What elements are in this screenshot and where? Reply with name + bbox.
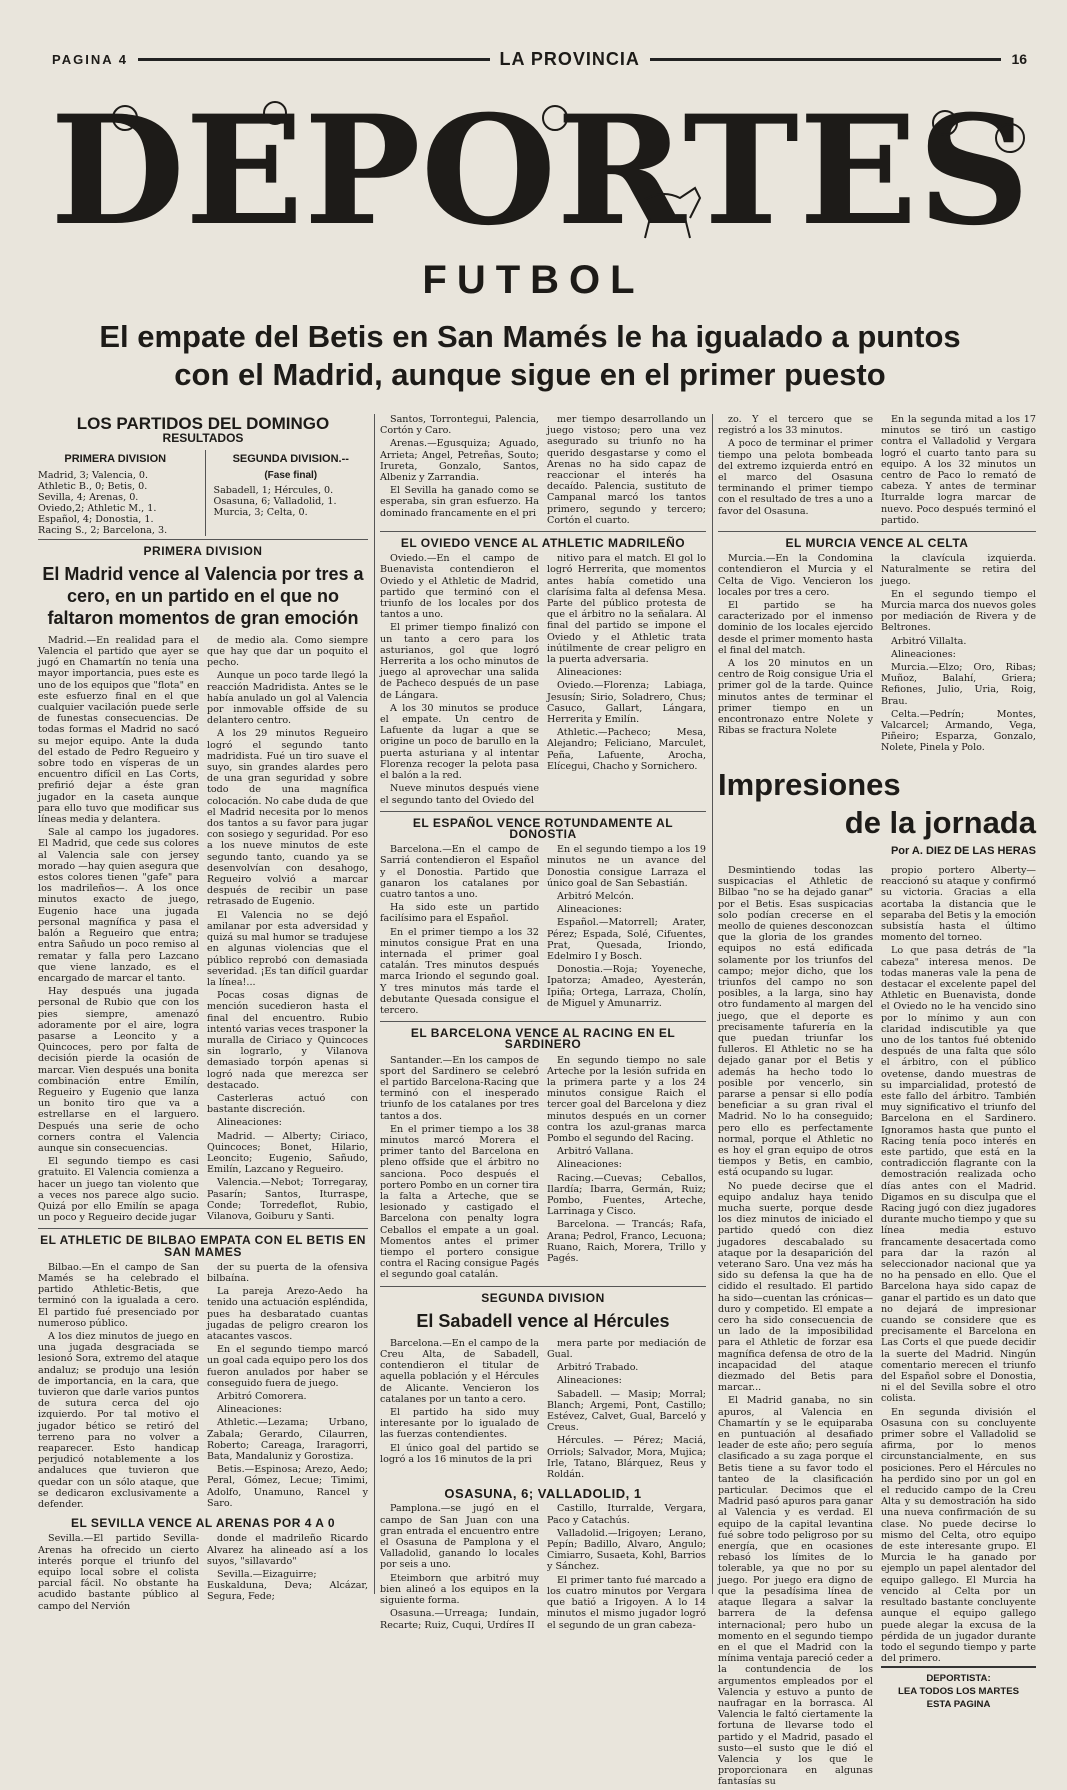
result-line: Racing S., 2; Barcelona, 3. [38,524,168,536]
madrid-headline: El Madrid vence al Valencia por tres a cero, en un partido en el que no faltaron momentos de gran emoción [42,563,364,628]
byline: Por A. DIEZ DE LAS HERAS [890,844,1036,857]
paragraph: En el segundo tiempo marcó un goal cada equipo pero los dos fueron anulados por haber se conseguido fuera de juego. [207,1344,368,1389]
paragraph: Alineaciones: [557,667,622,679]
paragraph: Arbitró Melcón. [557,890,634,902]
segunda-phase: (Fase final) [264,469,318,481]
paragraph: mera parte por mediación de Gual. [547,1337,706,1361]
paragraph: Alineaciones: [557,904,622,916]
oviedo-col-a [380,553,539,807]
paragraph: Madrid.—En realidad para el Valencia el partido que ayer se jugó en Chamartín no tenía una mayor importancia, pues este es uno de los equipos que "flota" en este esfuerzo final en el que cualquier vacilación puede serle de funestas consecuencias. De todas formas el Madrid no sacó su mejor equipo. Ante la duda del estado de Pedro Regueiro y sobre todo en vísperas de un encuentro difícil en Las Corts, prefirió dejar a éste gran jugador en la caseta aunque para ello tuvo que modificar sus líneas media y delantera. [38,634,199,826]
paragraph: Oviedo.—Florenza; Labiaga, Jesusín; Sirio, Soladrero, Chus; Casuco, Gallart, Lángara, Herrerita y Emilín. [547,680,706,726]
sevilla-headline: EL SEVILLA VENCE AL ARENAS POR 4 A 0 [70,1516,336,1531]
deportista-box [881,1666,1036,1711]
paragraph: Pamplona.—se jugó en el campo de San Juan con una gran entrada el encuentro entre el Osasuna de Pamplona y el Valladolid, ganando lo locales por seis a uno. [380,1503,539,1571]
result-line: Murcia, 3; Celta, 0. [213,506,308,518]
paragraph: Castillo, Iturralde, Vergara, Paco y Catachús. [547,1503,706,1526]
barcelona-col-b [547,1055,706,1283]
paragraph: Sabadell. — Masip; Morral; Blanch; Argemi, Pont, Castillo; Estévez, Calvet, Gual, Barceló y Creus. [547,1388,706,1434]
paragraph: En segundo tiempo no sale Arteche por la lesión sufrida en la primera parte y a los 24 minutos consigue Raich el tercer goal del Barcelona y diez minutos después en un corner contra los azul-granas marca Pombo el segundo del Racing. [547,1054,706,1144]
results-subtitle: RESULTADOS [162,431,244,446]
paragraph: zo. Y el tercero que se registró a los 33 minutos. [718,414,873,437]
paragraph: El primer tiempo finalizó con un tanto a cero para los asturianos, gol que logró Herrerita a los ocho minutos de juego al aprovechar una salida de Pacheco después de un pase de Lángara. [380,622,539,701]
masthead-rule-right [650,58,1002,61]
murcia-col-a [718,553,873,755]
segunda-section-heading: SEGUNDA DIVISION [481,1290,605,1305]
espanol-col-a [380,844,539,1018]
sevilla-col-b [207,1533,368,1613]
main-headline-line2: con el Madrid, aunque sigue en el primer puesto [174,357,886,392]
paragraph: Santos, Torrontegui, Palencia, Cortón y Caro. [380,414,539,437]
sabadell-headline: El Sabadell vence al Hércules [416,1310,670,1331]
paragraph: En el primer tiempo a los 32 minutos consigue Prat en una internada el primer goal catalán. Tres minutos después marca Iriondo el segundo goal. Y tres minutos más tarde el debutante Quesada consigue el tercero. [380,926,539,1016]
paragraph: Sevilla.—Eizaguirre; Euskalduna, Deva; Alcázar, Segura, Fede; [207,1569,368,1603]
espanol-col-b [547,844,706,1018]
osasuna-col-b [547,1503,706,1632]
sevilla-col-a [38,1533,199,1613]
paragraph: Oviedo.—En el campo de Buenavista contendieron el Oviedo y el Athletic de Madrid, partido que terminó con el triunfo de los locales por dos tantos a uno. [380,553,539,621]
osasuna-continued [718,414,1036,528]
paragraph: Barcelona. — Trancás; Rafa, Arana; Pedrol, Franco, Lecuona; Ruano, Raich, Morera, Trillo y Pagés. [547,1219,706,1265]
result-line: Athletic B., 0; Betis, 0. [38,480,148,492]
paragraph: A poco de terminar el primer tiempo una pelota bombeada del extremo izquierda entró en el marco del Osasuna terminando el primer tiempo con el resultado de tres a uno a favor del Osasuna. [718,438,873,517]
barcelona-col-a [380,1055,539,1283]
primera-heading: PRIMERA DIVISION [64,453,167,466]
masthead-rule-left [138,58,490,61]
paragraph: En segunda división el Osasuna con su concluyente primer sobre el Valladolid se afirma, por lo menos circunstancialmente, en sus posiciones. Pero el Hércules no ha perdido sino por un gol en el reducido campo de la Creu Alta y su demostración ha sido una nueva confirmación de su clase. No puede decirse lo mismo del Celta, otro equipo de este interesante grupo. El Murcia le ha ganado por ejemplo un papel alentador del equipo gallego. El Murcia ha vencido al Celta por un resultado bastante concluyente aunque el equipo gallego puede alegar la excusa de la pérdida de un jugador durante todo el segundo tiempo y parte del primero. [881,1406,1036,1665]
paragraph: nitivo para el match. El gol lo logró Herrerita, que momentos antes había cometido una clarísima falta al defensa Mesa. Parte del público protesta de que el árbitro no la señalara. Al final del partido se impone el Oviedo y el Athletic trata inútilmente de crear peligro en la puerta adversaria. [547,553,706,666]
paragraph: Arbitró Comorera. [217,1391,307,1403]
paragraph: Eteimborn que arbitró muy bien alineó a los equipos en la siguiente forma. [380,1572,539,1607]
impresiones-title-line2: de la jornada [844,804,1036,840]
sabadell-col-a [380,1338,539,1482]
oviedo-article [380,553,706,807]
paragraph: Alineaciones: [217,1404,282,1416]
paragraph: Alineaciones: [217,1117,282,1129]
paragraph: El único goal del partido se logró a los 16 minutos de la pri [380,1442,539,1465]
barcelona-headline: EL BARCELONA VENCE AL RACING EN EL SARDINERO [410,1026,676,1052]
paragraph: Lo que pasa detrás de "la cabeza" interesa menos. De todas maneras vale la pena de destacar el excelente papel del Athletic en Buenavista, donde el Oviedo no le ha vencido sino por lo mínimo y aun con claridad indiscutible ya que uno de los tantos fué obtenido después de una falta que sólo el árbitro, con el público ovetense, dando muestras de su imparcialidad, protestó de este fallo del árbitro. También muy significativo el triunfo del Barcelona en el Sardinero. Ignoramos hasta que punto el Racing tenía poco interés en este partido, que está en la contradicción flagrante con la demostración realizada ocho días antes con el Madrid. Digamos en su disculpa que el Racing jugó con diez jugadores durante mucho tiempo y que su línea media estuvo francamente desacertada como para dar la razón al seleccionador nacional que ya no ha pensado en ello. Que el Barcelona haya sido capaz de ganar el partido es un dato que no dejará de impresionar cuando se considere que es precisamente el Barcelona en Las Corts el que puede decidir la suerte del Madrid. Ningún comentario merecen el triunfo del Español sobre el Donostia, ni el del Sevilla sobre el otro colista. [881,945,1036,1405]
segunda-heading: SEGUNDA DIVISION.-- [232,453,349,466]
paragraph: Valladolid.—Irigoyen; Lerano, Pepín; Badillo, Alvaro, Angulo; Cimiarro, Susaeta, Kohl, Barrios y Sánchez. [547,1527,706,1573]
paragraph: Hay después una jugada personal de Rubio que con los pies siempre, amenazó adoramente por el aire, logra pasarse a Leoncito y a Quincoces, pero por falta de decisión pierde la ocasión de marcar. Vien después una bonita combinación entre Emilín, Regueiro y Eugenio que lanza un bonito tiro que va a estrellarse en el larguero. Después una serie de ocho corners contra el Valencia aunque sin consecuencias. [38,986,199,1154]
paragraph: Aunque un poco tarde llegó la reacción Madridista. Antes se le había anulado un gol al Valencia por inmovable offside de su delantero centro. [207,670,368,727]
results-block [38,450,368,535]
main-headline [30,318,1030,394]
result-line: Sevilla, 4; Arenas, 0. [38,491,139,503]
column-5 [718,414,1036,1788]
paragraph: la clavícula izquierda. Naturalmente se retira del juego. [881,553,1036,587]
oviedo-headline: EL OVIEDO VENCE AL ATHLETIC MADRILEÑO [400,536,686,551]
paragraph: Hércules. — Pérez; Maciá, Orriols; Salvador, Mora, Mujica; Irle, Tatano, Blárquez, Reus y Roldán. [547,1435,706,1481]
impresiones-title-line1: Impresiones [718,766,901,802]
column-divider [374,414,375,1594]
results-title: LOS PARTIDOS DEL DOMINGO [76,414,330,433]
result-line: Sabadell, 1; Hércules, 0. [213,484,334,496]
page-label: PAGINA 4 [52,51,128,67]
paragraph: Pocas cosas dignas de mención sucedieron hasta el final del encuentro. Rubio intentó varias veces trasponer la muralla de Ciriaco y Quincoces sin lograrlo, y Vilanova demasiado torpón apenas si logró nada que merezca ser destacado. [207,990,368,1091]
column-1 [38,414,368,1612]
paragraph: Barcelona.—En el campo de la Creu Alta, de Sabadell, contendieron el titular de aquella población y el Hércules de Alicante. Vencieron los catalanes por un tanto a cero. [380,1337,539,1405]
column-divider [712,414,713,1594]
paragraph: Osasuna.—Urreaga; Iundain, Recarte; Ruiz, Cuqui, Urdíres II [380,1608,539,1631]
paragraph: Athletic.—Lezama; Urbano, Zabala; Gerardo, Cilaurren, Roberto; Careaga, Iraragorri, Bata, Mandaluniz y Gorostiza. [207,1417,368,1463]
paragraph: La pareja Arezo-Aedo ha tenido una actuación espléndida, pues ha desbaratado cuantas jugadas de peligro crearon los atacantes vascos. [207,1286,368,1342]
paragraph: Athletic.—Pacheco; Mesa, Alejandro; Feliciano, Marculet, Peña, Lafuente, Arocha, Elícegui, Chacho y Sornichero. [547,727,706,772]
paragraph: donde el madrileño Ricardo Alvarez ha alineado así a los suyos, "sillavardo" [207,1533,368,1567]
deportes-banner-text: DEPORTES [50,83,1030,259]
main-headline-line1: El empate del Betis en San Mamés le ha igualado a puntos [99,319,961,354]
impresiones-article [718,865,1036,1790]
paragraph: Alineaciones: [891,648,956,660]
result-line: Español, 4; Donostia, 1. [38,513,154,525]
sevilla-cont-b [547,414,706,528]
madrid-col-b [207,635,368,1226]
paragraph: En la segunda mitad a los 17 minutos se tiró un castigo contra el Valladolid y Vergara logró el cuarto tanto para su equipo. A los 32 minutos un centro de Paco lo remató de cabeza. Y antes de terminar Iturralde logra marcar de nuevo. Poco después terminó el partido. [881,414,1036,526]
paragraph: En el segundo tiempo el Murcia marca dos nuevos goles por mediación de Rivera y de Beltrones. [881,588,1036,634]
paragraph: A los 29 minutos Regueiro logró el segundo tanto madridista. Fué un tiro suave el suyo, sin grandes alardes pero de una gran seguridad y sobre todo de una magnífica colocación. No cabe duda de que el Madrid necesita por lo menos dos tantos a su favor para jugar con sosiego y seguridad. Por eso a los nueve minutos de este segundo tanto, cuando ya se desenvolvían con desahogo, Regueiro volvió a marcar después de recibir un pase retrasado de Eugenio. [207,728,368,908]
paragraph: Bilbao.—En el campo de San Mamés se ha celebrado el partido Athletic-Betis, que terminó con la igualada a cero. El partido fué presenciado por numeroso público. [38,1261,199,1329]
deportes-banner [40,78,1040,259]
column-3 [380,414,706,1631]
deportista-line2: LEA TODOS LOS MARTES [898,1686,1019,1698]
paragraph: mer tiempo desarrollando un juego vistoso; pero una vez asegurado su triunfo no ha querido desgastarse y como el Arenas no ha sido capaz de reaccionar el interés ha decaído. Palencia, sustituto de Campanal marcó los tantos primero, segundo y tercero; Cortón el cuarto. [547,414,706,526]
paragraph: A los 30 minutos se produce el empate. Un centro de Lafuente da lugar a que se origine un poco de barullo en la puerta asturiana y al intentar Florenza recoger la pelota pasa el balón a la red. [380,702,539,782]
paragraph: Murcia.—En la Condomina contendieron el Murcia y el Celta de Vigo. Vencieron los locales por tres a cero. [718,553,873,598]
athletic-col-a [38,1262,199,1512]
impresiones-col-b [881,865,1036,1790]
sevilla-continued [380,414,706,528]
divider [38,1228,368,1229]
paragraph: der su puerta de la ofensiva bilbaína. [207,1261,368,1284]
paragraph: El Sevilla ha ganado como se esperaba, sin gran esfuerzo. Ha dominado francamente en el pri [380,485,539,519]
divider [718,531,1036,532]
paragraph: El partido ha sido muy interesante por lo igualado de las fuerzas contendientes. [380,1407,539,1441]
osasuna-article [380,1503,706,1632]
results-segunda [205,450,369,535]
paragraph: No puede decirse que el equipo andaluz haya tenido mucha suerte, porque desde los diez minutos de iniciado el partido quedó con diez jugadores descabalado su ataque por la desaparición del veterano Saro. Una vez más ha sido su defensa la que ha de cidido el resultado. El partido ha sido—cuentan las crónicas—duro y competido. El empate a cero ha sido consecuencia de un lado de la imposibilidad para el Athletic de forzar esa magnífica defensa de otro de la incapacidad del ataque diezmado del Betis para marcar... [718,1180,873,1394]
paragraph: El segundo tiempo es casi gratuito. El Valencia comienza a hacer un juego tan violento que a veces nos parece algo sucio. Quizá por ello Emilín se apaga un poco y Regueiro decide jugar [38,1156,199,1224]
divider [380,811,706,812]
paragraph: propio portero Alberty—reaccionó su ataque y confirmó su victoria. Gracias a ella acortaba la distancia que le separaba del Betis y la emoción subsistía hasta el último momento del torneo. [881,864,1036,944]
barcelona-article [380,1055,706,1283]
murcia-article [718,553,1036,755]
paragraph: Alineaciones: [557,1375,622,1387]
madrid-col-a [38,635,199,1226]
athletic-col-b [207,1262,368,1512]
date-fragment: 16 [1011,51,1028,67]
paragraph: Madrid. — Alberty; Ciriaco, Quincoces; Bonet, Hilario, Leoncito; Eugenio, Sañudo, Emilín, Lazcano y Regueiro. [207,1130,368,1176]
paragraph: Sevilla.—El partido Sevilla-Arenas ha ofrecido un cierto interés porque el triunfo del equipo local sobre el colista parcial fácil. No obstante ha acudido bastante público al campo del Nervión [38,1533,199,1612]
paragraph: El partido se ha caracterizado por el inmenso dominio de los locales ejercido desde el primer momento hasta el final del match. [718,600,873,656]
results-primera [38,450,193,535]
paragraph: A los diez minutos de juego en una jugada desgraciada se lesionó Sora, extremo del ataque andaluz; se produjo una lesión de importancia, en la cara, que tuvieron que darle varios puntos de sutura cerca del ojo izquierdo. Por tal motivo el jugador bético se retiró del terreno para no volver a reaparecer. Esto handicap perjudicó notablemente a los andaluces que tuvieron que quedar con un sólo ataque, que se dedicaron exclusivamente a defender. [38,1331,199,1511]
paragraph: Valencia.—Nebot; Torregaray, Pasarín; Santos, Iturraspe, Conde; Torredeflot, Rubio, Vilanova, Goiburu y Santi. [207,1177,368,1222]
paragraph: Arbitró Trabado. [557,1362,639,1374]
paragraph: Racing.—Cuevas; Ceballos, Ilardía; Ibarra, Germán, Ruiz; Pombo, Fuentes, Arteche, Larrinaga y Cisco. [547,1172,706,1218]
espanol-headline: EL ESPAÑOL VENCE ROTUNDAMENTE AL DONOSTIA [412,815,674,841]
paragraph: Arenas.—Egusquiza; Aguado, Arrieta; Angel, Petreñas, Souto; Irureta, Gonzalo, Santos, Albeniz y Zarrandia. [380,438,539,484]
paragraph: Donostia.—Roja; Yoyeneche, Ipatorza; Amadeo, Ayesterán, Ipiña; Ortega, Larraza, Cholín, de Miguel y Amunarriz. [547,964,706,1009]
masthead [52,46,1027,72]
paragraph: El Valencia no se dejó amilanar por esta adversidad y quizá su mal humor se tradujese en algunas violencias que el público reprobó con demasiada severidad. ¡Es tan difícil guardar la línea!... [207,909,368,988]
section-title: FUTBOL [422,258,645,302]
paragraph: El Madrid ganaba, no sin apuros, al Valencia en Chamartín y se le equiparaba en puntuación al desafiado leader de este año; pero seguía clasificado a su zaga porque el Betis tiene a su favor todo el tanteo de la clasificación particular. Decimos que el Madrid pasó apuros para ganar al Valencia y es verdad. El equipo de la capital levantina fué sobre todo peligroso por su energía, que en ocasiones rebasó los límites de lo tolerable, ya que no por su juego. Por juego era digno de que la pesadísima línea de ataque llegara a salvar la barrera de la defensa internacional; pero hubo un momento en el segundo tiempo en el que el Madrid con la mínima ventaja pareció ceder a la contundencia de los argumentos empleados por el Valencia y estuvo a punto de naufragar en la borrasca. Al Valencia le faltó ciertamente la fortuna de llevarse todo el partido y el Madrid, pasado el susto—el susto que le dió el Valencia y los que le proporcionara en algunas fantasías su [718,1395,873,1788]
result-line: Oviedo,2; Athletic M., 1. [38,502,157,514]
paragraph: En el primer tiempo a los 38 minutos marcó Morera el primer tanto del Barcelona en pleno offside que el árbitro no sanciona. Poco después el portero Pombo en un corner tira la falta a Arteche, que se lesionado y castigado el Barcelona con penalty logra Ceballos el empate a un goal. Momentos antes el primer tiempo el portero consigue contra el Racing consigue Pagés el segundo goal catalán. [380,1123,539,1281]
oviedo-col-b [547,553,706,807]
sabadell-article [380,1338,706,1482]
paragraph: Barcelona.—En el campo de Sarriá contendieron el Español y el Donostia. Partido que ganaron los catalanes por cuatro tantos a uno. [380,844,539,900]
paragraph: Santander.—En los campos de sport del Sardinero se celebró el partido Barcelona-Racing que terminó con el inesperado triunfo de los catalanes por tres tantos a dos. [380,1054,539,1122]
paragraph: Arbitró Vallana. [557,1146,634,1158]
paragraph: de medio ala. Como siempre que hay que dar un poquito el pecho. [207,634,368,669]
paragraph: En el segundo tiempo a los 19 minutos ne un avance del Donostia consigue Larraza el único goal de San Sebastián. [547,844,706,889]
sabadell-col-b [547,1338,706,1482]
paragraph: Betis.—Espinosa; Arezo, Aedo; Peral, Gómez, Lecue; Timimi, Adolfo, Unamuno, Rancel y Saro. [207,1464,368,1509]
paragraph: Arbitró Villalta. [891,635,967,647]
madrid-article [38,635,368,1226]
athletic-headline: EL ATHLETIC DE BILBAO EMPATA CON EL BETIS EN SAN MAMES [40,1233,366,1259]
osasuna-cont-a [718,414,873,528]
paragraph: Desmintiendo todas las suspicacias el Athletic de Bilbao "no se ha dejado ganar" por el Betis. Esas suspicacias solo podían crecerse en el meollo de quienes desconozcan que la gloria de los grandes equipos no está edificada solamente por los triunfos del campo; mejor dicho, que los triunfos del campo no son posibles, a la larga, sino hay otro fundamento al margen del juego, que el deporte es precisamente tafurería en la que puedan triunfar los fulleros. El Athletic no se ha dejado ganar por el Betis y además ha hecho todo lo posible por vencerlo, sin pararse a pensar si ello podía beneficiar a su gran rival el Madrid. No lo ha conseguido; pero ello es perfectamente normal, porque el Athletic no es hoy el gran equipo de otros tiempos y Betis, en cambio, está ocupando su lugar. [718,864,873,1179]
paragraph: A los 20 minutos en un centro de Roig consigue Uria el primer gol de la tarde. Quince minutos antes de terminar el primer tiempo en un encontronazo entre Nolete y Ribas se fractura Nolete [718,658,873,737]
osasuna-col-a [380,1503,539,1632]
paragraph: Nueve minutos después viene el segundo tanto del Oviedo del [380,783,539,806]
primera-section-heading: PRIMERA DIVISION [143,543,263,558]
newspaper-name: LA PROVINCIA [499,48,640,69]
paragraph: Sale al campo los jugadores. El Madrid, que cede sus colores al Valencia sale con jersey morado —hay quien asegura que estos colores tienen "gafe" para los madrileños—. A los once minutos exacto de juego, Eugenio hace una jugada personal magnífica y pasa el balón a Regueiro que entra; entra Sañudo un poco remiso al rematar y falla pero Lazcano que viene lanzado, es el encargado de marcar el tanto. [38,827,199,984]
divider [380,1021,706,1022]
sevilla-cont-a [380,414,539,528]
divider [38,539,368,540]
murcia-col-b [881,553,1036,755]
osasuna-cont-b [881,414,1036,528]
sevilla-article [38,1533,368,1613]
result-line: Madrid, 3; Valencia, 0. [38,469,149,481]
impresiones-col-a [718,865,873,1790]
murcia-headline: EL MURCIA VENCE AL CELTA [785,536,969,551]
deportista-line3: ESTA PAGINA [926,1699,991,1711]
divider [380,1286,706,1287]
espanol-article [380,844,706,1018]
paragraph: Español.—Matorrell; Arater, Pérez; Espada, Solé, Cifuentes, Prat, Quesada, Iriondo, Edelmiro I y Bosch. [547,917,706,962]
paragraph: Ha sido este un partido facilísimo para el Español. [380,902,539,925]
paragraph: Alineaciones: [557,1159,622,1171]
result-line: Osasuna, 6; Valladolid, 1. [213,495,337,507]
athletic-article [38,1262,368,1512]
impresiones-header [718,766,1036,857]
paragraph: Celta.—Pedrín; Montes, Valcarcel; Armando, Vega, Piñeiro; Esparza, Gonzalo, Nolete, Pinela y Polo. [881,708,1036,754]
divider [380,531,706,532]
paragraph: El primer tanto fué marcado a los cuatro minutos por Vergara que batió a Irigoyen. A lo 14 minutos el mismo jugador logró el segundo de un gran cabeza- [547,1574,706,1631]
deportista-line1: DEPORTISTA: [926,1673,991,1685]
paragraph: Casterleras actuó con bastante discreción. [207,1092,368,1116]
paragraph: Murcia.—Elzo; Oro, Ribas; Muñoz, Balahí, Griera; Refiones, Julio, Uria, Roig, Brau. [881,662,1036,707]
osasuna-headline: OSASUNA, 6; VALLADOLID, 1 [444,1486,642,1502]
